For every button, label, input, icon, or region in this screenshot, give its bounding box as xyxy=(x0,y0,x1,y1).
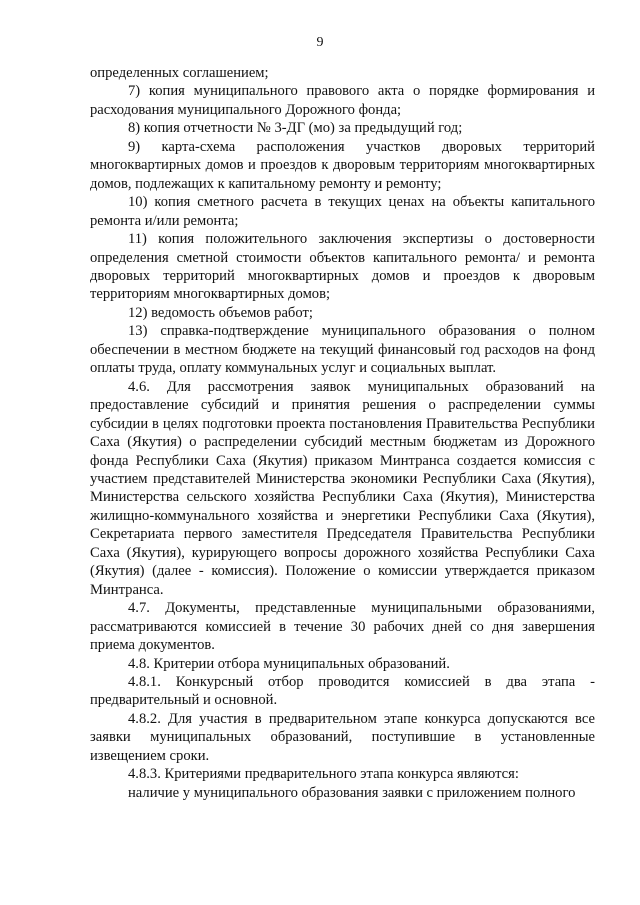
list-item-10: 10) копия сметного расчета в текущих ценах на объекты капитального ремонта и/или ремонта; xyxy=(90,194,595,229)
section-4-8: 4.8. Критерии отбора муниципальных образований. xyxy=(128,655,450,672)
list-item-8: 8) копия отчетности № 3-ДГ (мо) за предыдущий год; xyxy=(128,120,463,137)
list-item-7: 7) копия муниципального правового акта о порядке формирования и расходования муниципального Дорожного фонда; xyxy=(90,83,595,118)
section-4-6: 4.6. Для рассмотрения заявок муниципальных образований на предоставление субсидий и принятия решения о распределении суммы субсидии в целях подготовки проекта постановления Правительства Республики Саха (Якутия) о распределении субсидий местным бюджетам из Дорожного фонда Республики Саха (Якутия) приказом Минтранса создается комиссия с участием представителей Министерства экономики Республики Саха (Якутия), Министерства сельского хозяйства Республики Саха (Якутия), Министерства жилищно-коммунального хозяйства и энергетики Республики Саха (Якутия), Секретариата первого заместителя Председателя Правительства Республики Саха (Якутия), курирующего вопросы дорожного хозяйства Республики Саха (Якутия) (далее - комиссия). Положение о комиссии утверждается приказом Минтранса. xyxy=(90,378,595,598)
section-4-8-2: 4.8.2. Для участия в предварительном этапе конкурса допускаются все заявки муниципальных образований, поступившие в установленные извещением сроки. xyxy=(90,710,595,764)
list-item-9: 9) карта-схема расположения участков дворовых территорий многоквартирных домов и проездов к дворовым территориям многоквартирных домов, подлежащих к капитальному ремонту и ремонту; xyxy=(90,138,595,192)
section-4-7: 4.7. Документы, представленные муниципальными образованиями, рассматриваются комиссией в течение 30 рабочих дней со дня завершения приема документов. xyxy=(90,600,595,654)
section-4-8-1: 4.8.1. Конкурсный отбор проводится комиссией в два этапа - предварительный и основной. xyxy=(90,673,595,709)
list-item-11: 11) копия положительного заключения экспертизы о достоверности определения сметной стоимости объектов капитального ремонта/ и ремонта дворовых территорий многоквартирных домов и проездов к дворовым территориям многоквартирных домов; xyxy=(90,231,595,303)
list-item-12: 12) ведомость объемов работ; xyxy=(128,304,313,321)
document-body xyxy=(90,64,595,802)
paragraph-continuation: определенных соглашением; xyxy=(90,65,269,81)
criteria-item-truncated: наличие у муниципального образования заявки с приложением полного xyxy=(128,784,576,801)
section-4-8-3: 4.8.3. Критериями предварительного этапа конкурса являются: xyxy=(128,766,519,783)
list-item-13: 13) справка-подтверждение муниципального образования о полном обеспечении в местном бюджете на текущий финансовый год расходов на фонд оплаты труда, оплату коммунальных услуг и социальных выплат. xyxy=(90,323,595,377)
page-number: 9 xyxy=(316,35,324,50)
